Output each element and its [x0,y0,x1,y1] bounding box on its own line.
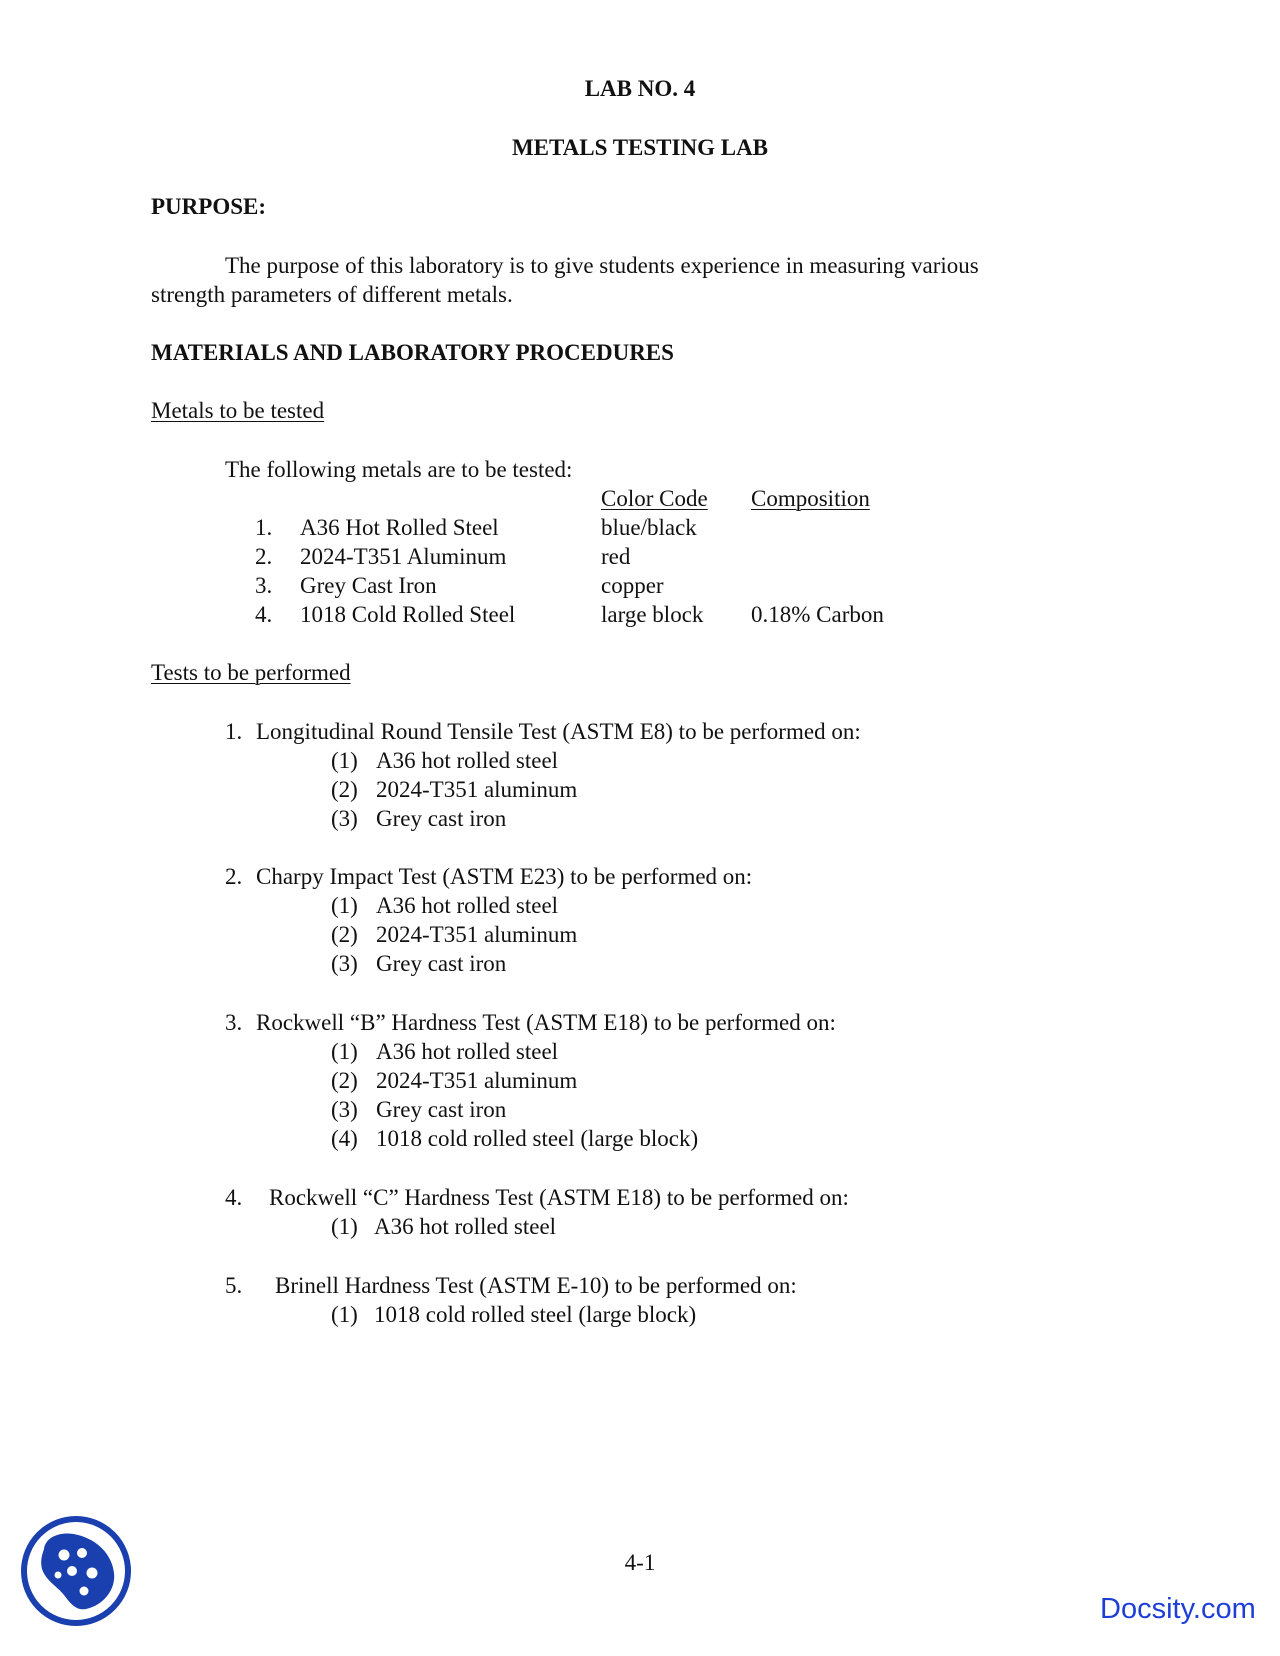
list-item-number: (1) [331,1214,358,1239]
list-item: A36 hot rolled steel [376,748,559,773]
page-subtitle: METALS TESTING LAB [511,135,769,160]
metal-number: 4. [255,602,273,627]
test-description: Rockwell “B” Hardness Test (ASTM E18) to be performed on: [256,1010,836,1035]
list-item-number: (2) [331,1068,358,1093]
page-title: LAB NO. 4 [584,76,696,101]
list-item-number: (1) [331,1302,358,1327]
page-number: 4-1 [624,1550,656,1575]
list-item-number: (3) [331,1097,358,1122]
list-item: A36 hot rolled steel [376,893,559,918]
metal-number: 3. [255,573,273,598]
list-item: A36 hot rolled steel [376,1039,559,1064]
metal-color-code: blue/black [601,515,697,540]
docsity-logo-icon [20,1515,132,1627]
metal-name: 1018 Cold Rolled Steel [300,602,516,627]
metal-color-code: copper [601,573,664,598]
metal-number: 1. [255,515,273,540]
test-number: 5. [225,1273,243,1298]
list-item-number: (3) [331,806,358,831]
test-number: 1. [225,719,243,744]
list-item-number: (4) [331,1126,358,1151]
metal-name: 2024-T351 Aluminum [300,544,507,569]
test-description: Brinell Hardness Test (ASTM E-10) to be performed on: [275,1273,797,1298]
test-number: 2. [225,864,243,889]
test-number: 3. [225,1010,243,1035]
purpose-heading: PURPOSE: [151,194,266,219]
purpose-text-line-1: The purpose of this laboratory is to give students experience in measuring various [225,253,979,278]
test-description: Longitudinal Round Tensile Test (ASTM E8) to be performed on: [256,719,861,744]
metals-subheading: Metals to be tested [151,398,325,423]
list-item: 2024-T351 aluminum [376,1068,578,1093]
test-description: Rockwell “C” Hardness Test (ASTM E18) to be performed on: [269,1185,849,1210]
list-item: Grey cast iron [376,1097,507,1122]
list-item: Grey cast iron [376,951,507,976]
metal-number: 2. [255,544,273,569]
metal-color-code: red [601,544,631,569]
list-item: 2024-T351 aluminum [376,922,578,947]
purpose-text-line-2: strength parameters of different metals. [151,282,513,307]
list-item: Grey cast iron [376,806,507,831]
tests-subheading: Tests to be performed [151,660,351,685]
color-code-column-header: Color Code [601,486,708,511]
list-item-number: (2) [331,777,358,802]
test-description: Charpy Impact Test (ASTM E23) to be performed on: [256,864,753,889]
list-item-number: (1) [331,893,358,918]
list-item-number: (2) [331,922,358,947]
docsity-brand-link[interactable]: Docsity.com [1100,1593,1256,1625]
materials-heading: MATERIALS AND LABORATORY PROCEDURES [151,340,674,365]
list-item-number: (1) [331,748,358,773]
metal-composition: 0.18% Carbon [751,602,884,627]
composition-column-header: Composition [751,486,870,511]
metals-intro: The following metals are to be tested: [225,457,573,482]
list-item: A36 hot rolled steel [374,1214,557,1239]
list-item: 2024-T351 aluminum [376,777,578,802]
test-number: 4. [225,1185,243,1210]
list-item-number: (1) [331,1039,358,1064]
metal-name: A36 Hot Rolled Steel [300,515,499,540]
list-item-number: (3) [331,951,358,976]
list-item: 1018 cold rolled steel (large block) [376,1126,699,1151]
metal-name: Grey Cast Iron [300,573,437,598]
list-item: 1018 cold rolled steel (large block) [374,1302,697,1327]
metal-color-code: large block [601,602,704,627]
